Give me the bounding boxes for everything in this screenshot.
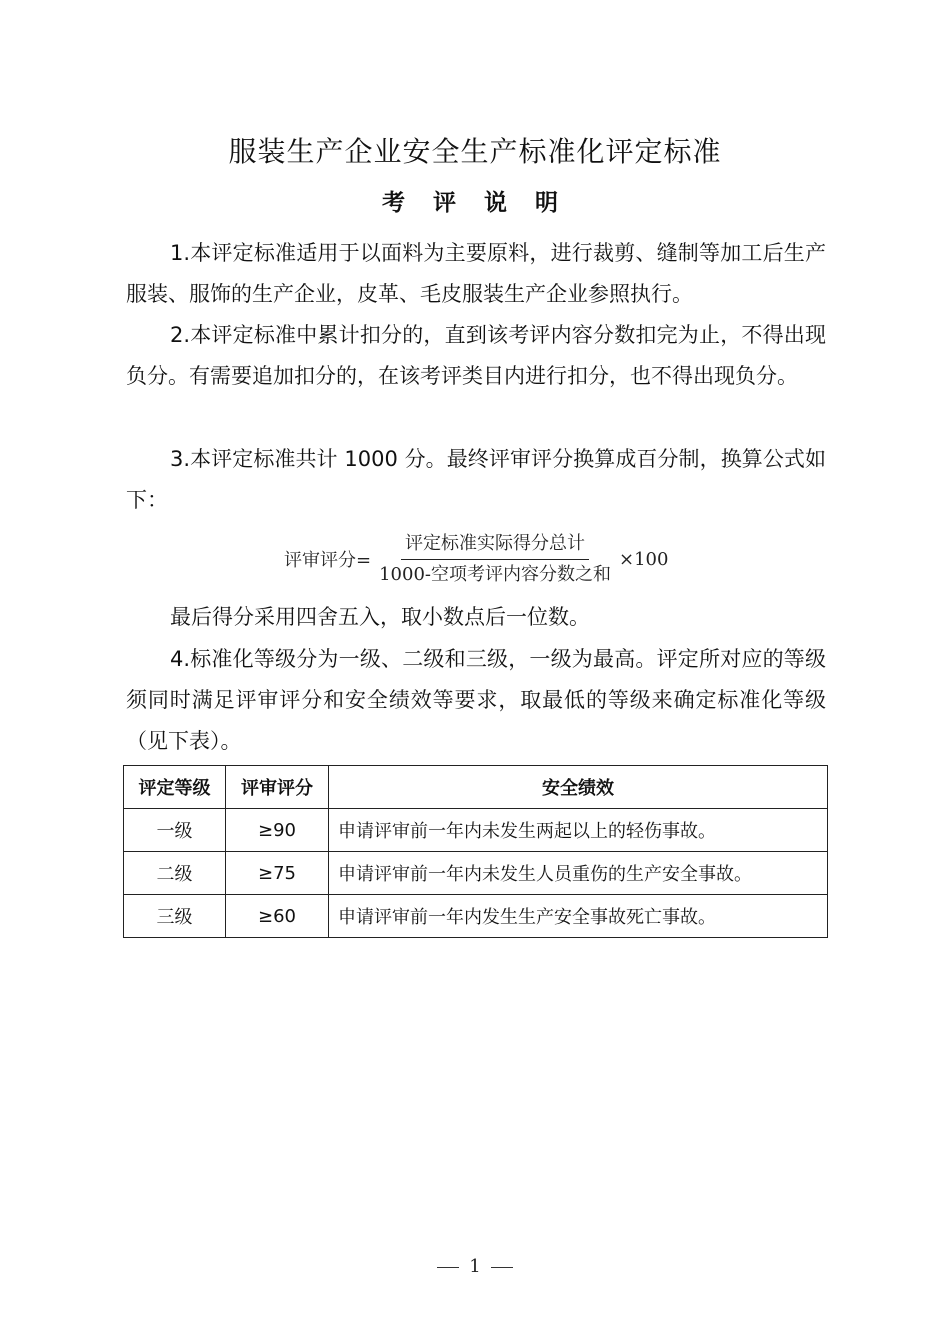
page-footer — [0, 1256, 950, 1277]
table-cell-grade: 三级 — [124, 895, 226, 938]
grade-table — [123, 765, 828, 938]
formula-lhs: 评审评分= — [284, 550, 372, 571]
formula-fraction — [375, 532, 615, 587]
table-cell-score: ≥75 — [226, 852, 329, 895]
table-cell-grade: 一级 — [124, 809, 226, 852]
table-cell-grade: 二级 — [124, 852, 226, 895]
score-formula — [284, 530, 668, 588]
formula-multiplier: ×100 — [618, 548, 669, 570]
paragraph-scope: 1.本评定标准适用于以面料为主要原料，进行裁剪、缝制等加工后生产服装、服饰的生产企业，皮革、毛皮服装生产企业参照执行。 — [126, 241, 826, 306]
paragraph-deduction-rule: 2.本评定标准中累计扣分的，直到该考评内容分数扣完为止，不得出现负分。有需要追加扣分的，在该考评类目内进行扣分，也不得出现负分。 — [126, 323, 826, 388]
table-row — [124, 895, 828, 938]
table-cell-score: ≥60 — [226, 895, 329, 938]
paragraph-total-score: 3.本评定标准共计 1000 分。最终评审评分换算成百分制，换算公式如下： — [126, 447, 826, 512]
table-row — [124, 852, 828, 895]
paragraph-rounding: 最后得分采用四舍五入，取小数点后一位数。 — [170, 605, 590, 629]
table-cell-score: ≥90 — [226, 809, 329, 852]
table-header-grade: 评定等级 — [124, 766, 226, 809]
document-title: 服装生产企业安全生产标准化评定标准 — [228, 135, 722, 168]
table-cell-safety: 申请评审前一年内未发生人员重伤的生产安全事故。 — [329, 852, 828, 895]
footer-dash-right — [491, 1267, 513, 1268]
paragraph-grade-levels: 4.标准化等级分为一级、二级和三级，一级为最高。评定所对应的等级须同时满足评审评分和安全绩效等要求，取最低的等级来确定标准化等级（见下表）。 — [126, 647, 826, 753]
formula-denominator: 1000-空项考评内容分数之和 — [379, 563, 611, 585]
footer-dash-left — [437, 1267, 459, 1268]
table-header-score: 评审评分 — [226, 766, 329, 809]
table-row — [124, 809, 828, 852]
section-subtitle: 考 评 说 明 — [381, 190, 569, 216]
table-cell-safety: 申请评审前一年内发生生产安全事故死亡事故。 — [329, 895, 828, 938]
formula-numerator: 评定标准实际得分总计 — [401, 532, 589, 560]
table-cell-safety: 申请评审前一年内未发生两起以上的轻伤事故。 — [329, 809, 828, 852]
page-number: 1 — [469, 1256, 481, 1277]
table-header-row — [124, 766, 828, 809]
table-header-safety: 安全绩效 — [329, 766, 828, 809]
